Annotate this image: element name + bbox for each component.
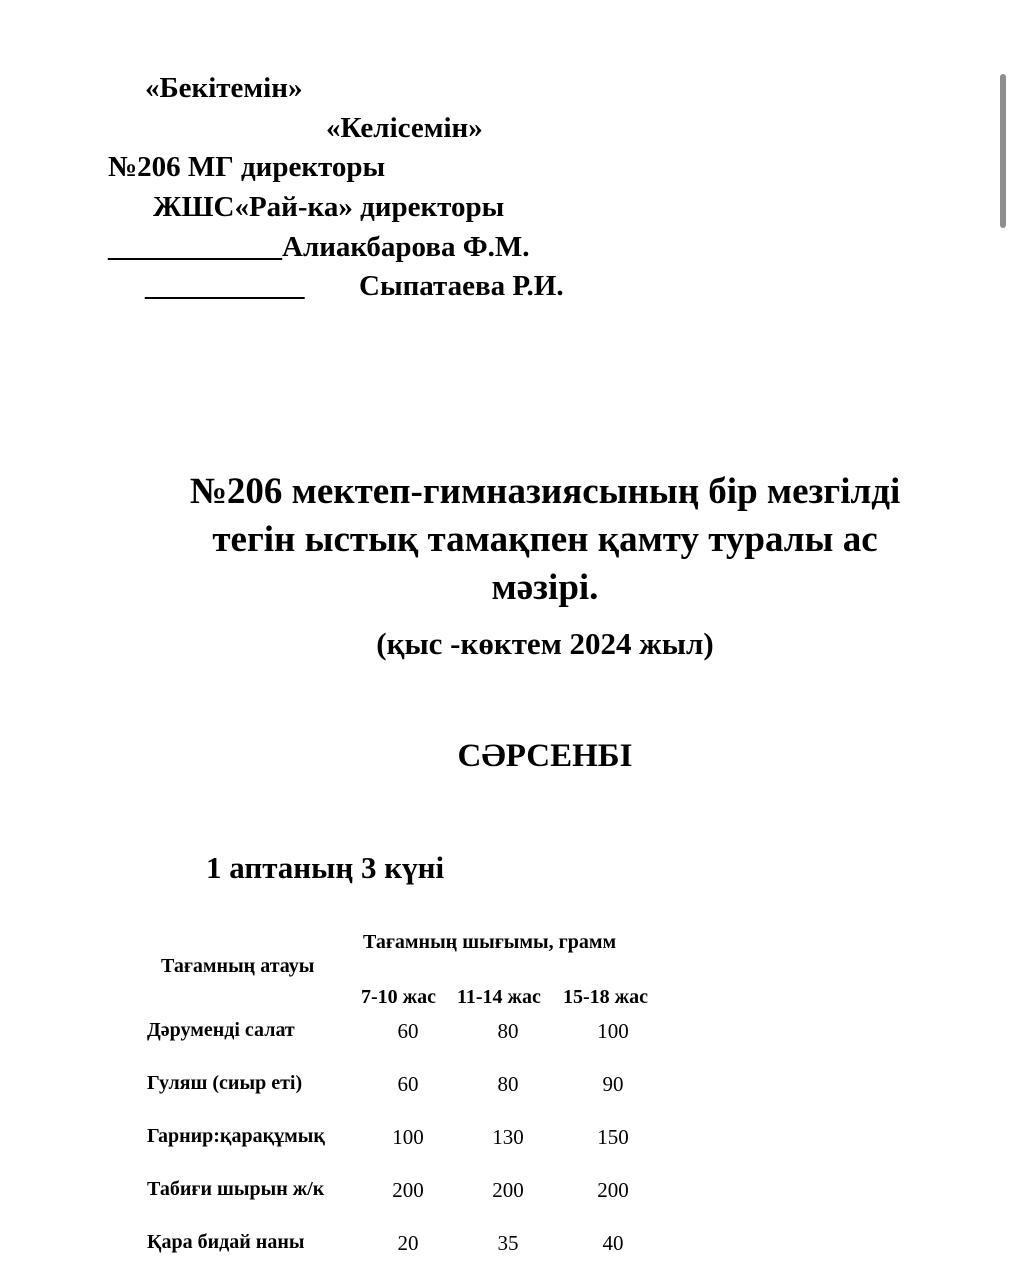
table-cell: 90 bbox=[602, 1072, 624, 1096]
age-header: 11-14 жас bbox=[457, 986, 541, 1008]
table-cell: 200 bbox=[392, 1178, 424, 1202]
week-heading: 1 аптаның 3 күні bbox=[206, 850, 445, 885]
age-header: 7-10 жас bbox=[361, 986, 437, 1008]
title-line: №206 мектеп-гимназиясының бір мезгілді bbox=[189, 471, 901, 512]
approve-label: «Бекітемін» bbox=[145, 72, 303, 104]
dish-name: Қара бидай наны bbox=[147, 1231, 305, 1253]
table-cell: 100 bbox=[392, 1125, 424, 1149]
table-cell: 35 bbox=[497, 1231, 519, 1255]
dish-name: Гуляш (сиыр еті) bbox=[147, 1072, 303, 1094]
director2-title: ЖШС«Рай-ка» директоры bbox=[153, 191, 505, 223]
table-cell: 80 bbox=[497, 1072, 519, 1096]
table-cell: 60 bbox=[397, 1072, 419, 1096]
table-cell: 100 bbox=[597, 1019, 629, 1043]
age-header: 15-18 жас bbox=[563, 986, 649, 1008]
director1-signature: ____________Алиакбарова Ф.М. bbox=[108, 231, 530, 263]
director2-signature-line: ___________ bbox=[145, 270, 305, 302]
dish-name: Дәруменді салат bbox=[147, 1019, 295, 1041]
dish-name: Табиғи шырын ж/к bbox=[147, 1178, 325, 1200]
dish-name: Гарнир:қарақұмық bbox=[147, 1125, 325, 1147]
col-output-header: Тағамның шығымы, грамм bbox=[363, 931, 617, 953]
table-cell: 200 bbox=[492, 1178, 524, 1202]
table-cell: 20 bbox=[397, 1231, 419, 1255]
col-dish-name-header: Тағамның атауы bbox=[161, 955, 315, 977]
table-cell: 200 bbox=[597, 1178, 629, 1202]
vertical-scrollbar[interactable] bbox=[1000, 74, 1006, 228]
table-cell: 60 bbox=[397, 1019, 419, 1043]
table-cell: 150 bbox=[597, 1125, 629, 1149]
day-heading: СӘРСЕНБІ bbox=[457, 738, 633, 774]
director2-name: Сыпатаева Р.И. bbox=[359, 270, 564, 302]
document-title bbox=[120, 468, 970, 612]
title-line: тегін ыстық тамақпен қамту туралы ас bbox=[212, 519, 878, 560]
title-line: мәзірі. bbox=[491, 567, 599, 608]
agree-label: «Келісемін» bbox=[326, 112, 483, 144]
director1-title: №206 МГ директоры bbox=[108, 151, 386, 183]
document-subtitle: (қыс -көктем 2024 жыл) bbox=[376, 626, 714, 661]
table-cell: 80 bbox=[497, 1019, 519, 1043]
table-cell: 40 bbox=[602, 1231, 624, 1255]
table-cell: 130 bbox=[492, 1125, 524, 1149]
